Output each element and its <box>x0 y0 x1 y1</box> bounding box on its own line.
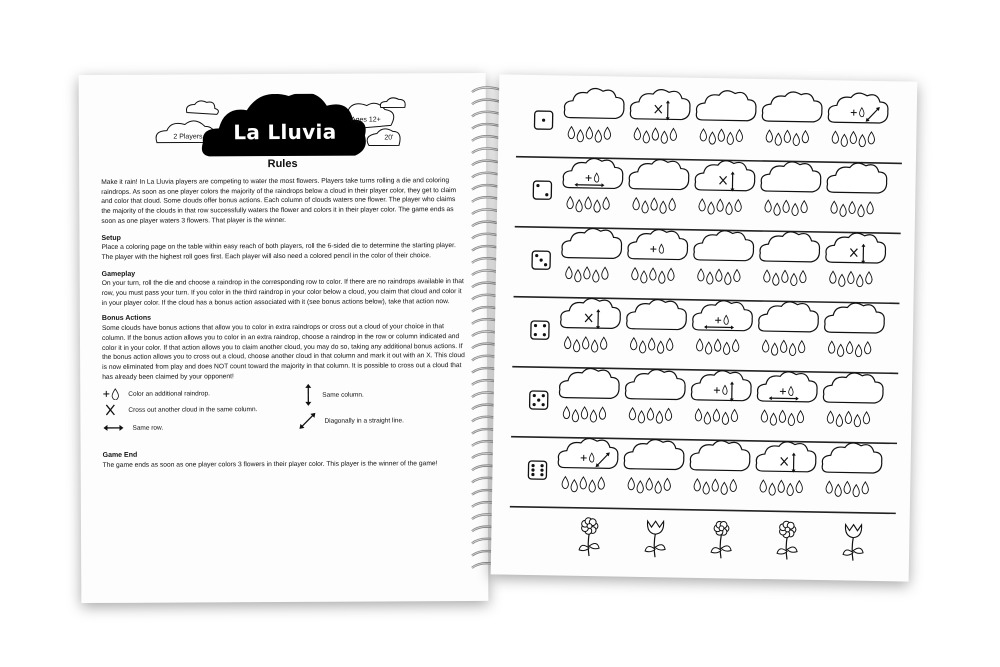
cloud-cell[interactable] <box>559 368 619 423</box>
cloud-shape[interactable] <box>823 373 883 404</box>
cloud-cell[interactable] <box>761 161 821 216</box>
raindrop[interactable] <box>764 270 771 282</box>
horizontal-arrow-icon <box>102 422 124 434</box>
raindrop[interactable] <box>632 268 639 280</box>
raindrop[interactable] <box>567 197 574 209</box>
raindrop[interactable] <box>862 482 869 494</box>
small-cloud-right-top <box>380 98 405 108</box>
gameplay-paragraph: On your turn, roll the die and choose a raindrop in the corresponding row to color. If there are no raindrops available in that row, you must pass your turn. If you color in the third raindrop in your color below a cloud, you claim that cloud and color it in your player color. If the cloud has a bonus action associated with it (see bonus actions below), take that action now. <box>101 278 464 307</box>
raindrop[interactable] <box>699 199 706 211</box>
cloud-shape[interactable] <box>694 230 754 261</box>
raindrop[interactable] <box>762 340 769 352</box>
die-face-1 <box>534 111 552 129</box>
raindrop[interactable] <box>651 198 658 210</box>
cloud-shape[interactable] <box>759 301 819 332</box>
raindrop[interactable] <box>576 200 583 212</box>
cloud-shape[interactable] <box>627 299 687 330</box>
raindrop[interactable] <box>796 481 803 493</box>
raindrop[interactable] <box>769 483 776 495</box>
cloud-shape[interactable] <box>559 368 619 399</box>
cloud-cell[interactable] <box>692 300 752 355</box>
raindrop[interactable] <box>593 270 600 282</box>
raindrop[interactable] <box>581 407 588 419</box>
raindrop[interactable] <box>628 478 635 490</box>
raindrop[interactable] <box>586 127 593 139</box>
raindrop[interactable] <box>664 478 671 490</box>
raindrop[interactable] <box>726 202 733 214</box>
legend-cross-out-text: Cross out another cloud in the same column. <box>128 405 258 414</box>
raindrop[interactable] <box>731 409 738 421</box>
raindrop[interactable] <box>638 411 645 423</box>
cloud-shape[interactable] <box>827 163 887 194</box>
raindrop[interactable] <box>661 131 668 143</box>
die-face-5 <box>530 391 548 409</box>
raindrop[interactable] <box>585 197 592 209</box>
raindrop[interactable] <box>641 271 648 283</box>
raindrop[interactable] <box>629 408 636 420</box>
raindrop[interactable] <box>563 407 570 419</box>
raindrop[interactable] <box>797 411 804 423</box>
gameplay-heading: Gameplay <box>101 270 136 278</box>
raindrop[interactable] <box>770 413 777 425</box>
row-divider <box>512 367 898 374</box>
raindrop[interactable] <box>844 481 851 493</box>
raindrop[interactable] <box>659 271 666 283</box>
raindrop[interactable] <box>656 411 663 423</box>
rules-body <box>101 176 466 477</box>
cross-out-icon <box>102 404 120 416</box>
raindrop[interactable] <box>571 480 578 492</box>
raindrop[interactable] <box>591 340 598 352</box>
raindrop[interactable] <box>727 132 734 144</box>
raindrop[interactable] <box>668 268 675 280</box>
raindrop[interactable] <box>598 477 605 489</box>
raindrop[interactable] <box>669 198 676 210</box>
raindrop[interactable] <box>599 407 606 419</box>
raindrop[interactable] <box>831 201 838 213</box>
cloud-shape[interactable] <box>761 161 821 192</box>
cloud-cell[interactable] <box>824 303 884 358</box>
cloud-cell[interactable] <box>561 228 621 283</box>
cloud-shape[interactable] <box>562 228 622 259</box>
rules-heading: Rules <box>267 157 298 171</box>
raindrop[interactable] <box>789 343 796 355</box>
raindrop[interactable] <box>760 480 767 492</box>
cloud-cell[interactable] <box>560 298 620 353</box>
legend-add-raindrop <box>102 388 210 401</box>
raindrop[interactable] <box>637 481 644 493</box>
row-divider <box>515 227 901 234</box>
raindrop[interactable] <box>864 342 871 354</box>
cloud-shape[interactable] <box>826 233 886 264</box>
raindrop[interactable] <box>735 200 742 212</box>
cloud-cell[interactable] <box>759 231 819 286</box>
raindrop[interactable] <box>707 272 714 284</box>
raindrop[interactable] <box>857 275 864 287</box>
raindrop[interactable] <box>736 130 743 142</box>
raindrop[interactable] <box>779 410 786 422</box>
cloud-shape[interactable] <box>757 371 817 402</box>
raindrop[interactable] <box>695 409 702 421</box>
raindrop[interactable] <box>855 345 862 357</box>
raindrop[interactable] <box>722 412 729 424</box>
ages-label: Ages 12+ <box>350 116 381 124</box>
raindrop[interactable] <box>604 127 611 139</box>
raindrop[interactable] <box>703 482 710 494</box>
diagonal-arrow-icon <box>298 412 316 430</box>
raindrop[interactable] <box>660 201 667 213</box>
raindrop[interactable] <box>603 197 610 209</box>
raindrop[interactable] <box>650 268 657 280</box>
raindrop[interactable] <box>633 198 640 210</box>
cloud-shape[interactable] <box>756 441 816 472</box>
cloud-cell[interactable] <box>690 440 750 495</box>
setup-heading: Setup <box>101 234 121 242</box>
legend-cross-out <box>102 403 257 416</box>
game-end-paragraph: The game ends as soon as one player colors 3 flowers in their player color. This player is the winner of the game! <box>102 460 438 470</box>
cloud-cell[interactable] <box>823 373 883 428</box>
flower-bushy-flower-icon[interactable] <box>777 521 798 560</box>
raindrop[interactable] <box>782 270 789 282</box>
raindrop[interactable] <box>643 131 650 143</box>
raindrop[interactable] <box>713 409 720 421</box>
raindrop[interactable] <box>642 201 649 213</box>
raindrop[interactable] <box>716 269 723 281</box>
raindrop[interactable] <box>721 482 728 494</box>
raindrop[interactable] <box>841 134 848 146</box>
cloud-cell[interactable] <box>630 89 690 144</box>
die-face-3 <box>532 251 550 269</box>
raindrop[interactable] <box>840 204 847 216</box>
flower-simple-flower-icon[interactable] <box>711 521 732 558</box>
raindrop[interactable] <box>830 271 837 283</box>
raindrop[interactable] <box>780 340 787 352</box>
raindrop[interactable] <box>859 135 866 147</box>
raindrop[interactable] <box>600 337 607 349</box>
setup-paragraph: Place a coloring page on the table within easy reach of both players, roll the 6-sided die to determine the starting player. The player with the highest roll goes first. Each player will also need a colored pencil in the color of their choice. <box>101 242 456 261</box>
raindrop[interactable] <box>708 202 715 214</box>
cloud-shape[interactable] <box>628 229 688 260</box>
intro-paragraph: Make it rain! In La Lluvia players are competing to water the most flowers. Players take turns rolling a die and coloring raindrops. As soon as one player colors the majority of the raindrops below a cloud in their player color, they get to claim and color that cloud. Some clouds offer bonus actions. Each column of clouds waters one flower. The player who claims the majority of the clouds in that row successfully waters the flower and colors it in their player color. The game ends as soon as one player waters 3 flowers. That player is the winner. <box>101 177 457 225</box>
cloud-cell[interactable] <box>625 369 685 424</box>
row-divider <box>514 297 900 304</box>
raindrop[interactable] <box>837 344 844 356</box>
raindrop[interactable] <box>670 128 677 140</box>
flower-tulip-icon[interactable] <box>645 521 666 557</box>
raindrop[interactable] <box>848 272 855 284</box>
raindrop[interactable] <box>845 411 852 423</box>
cloud-cell[interactable] <box>762 91 822 146</box>
raindrop[interactable] <box>866 272 873 284</box>
raindrop[interactable] <box>700 129 707 141</box>
raindrop[interactable] <box>802 131 809 143</box>
raindrop[interactable] <box>717 199 724 211</box>
row-top-edge <box>517 87 903 94</box>
raindrop[interactable] <box>868 132 875 144</box>
raindrop[interactable] <box>657 341 664 353</box>
raindrop[interactable] <box>791 274 798 286</box>
raindrop[interactable] <box>577 130 584 142</box>
small-cloud-left-top <box>186 101 218 115</box>
vertical-arrow-icon <box>302 383 314 407</box>
rules-page <box>79 73 489 603</box>
game-board-page <box>491 74 918 581</box>
raindrop[interactable] <box>655 481 662 493</box>
cloud-shape[interactable] <box>624 439 684 470</box>
raindrop[interactable] <box>723 342 730 354</box>
raindrop[interactable] <box>696 339 703 351</box>
raindrop[interactable] <box>572 410 579 422</box>
game-end-heading: Game End <box>102 452 138 460</box>
cloud-cell[interactable] <box>827 163 887 218</box>
cloud-cell[interactable] <box>563 158 623 213</box>
raindrop[interactable] <box>648 338 655 350</box>
raindrop[interactable] <box>778 480 785 492</box>
raindrop[interactable] <box>564 337 571 349</box>
cloud-shape[interactable] <box>630 89 690 120</box>
raindrop[interactable] <box>863 412 870 424</box>
raindrop[interactable] <box>718 129 725 141</box>
raindrop[interactable] <box>850 132 857 144</box>
raindrop[interactable] <box>730 479 737 491</box>
legend-same-row-text: Same row. <box>132 424 164 432</box>
cloud-shape[interactable] <box>625 369 685 400</box>
raindrop[interactable] <box>832 131 839 143</box>
raindrop[interactable] <box>801 201 808 213</box>
raindrop[interactable] <box>836 414 843 426</box>
legend-same-column <box>302 383 364 407</box>
raindrop[interactable] <box>849 202 856 214</box>
cloud-shape[interactable] <box>629 159 689 190</box>
raindrop[interactable] <box>634 128 641 140</box>
die-face-6 <box>528 461 546 479</box>
raindrop[interactable] <box>639 341 646 353</box>
raindrop[interactable] <box>602 267 609 279</box>
raindrop[interactable] <box>792 204 799 216</box>
raindrop[interactable] <box>630 338 637 350</box>
raindrop[interactable] <box>800 271 807 283</box>
legend-diagonal <box>298 412 404 431</box>
players-label: 2 Players <box>173 133 203 141</box>
raindrop[interactable] <box>798 341 805 353</box>
raindrop[interactable] <box>714 339 721 351</box>
raindrop[interactable] <box>784 130 791 142</box>
raindrop[interactable] <box>584 267 591 279</box>
raindrop[interactable] <box>774 203 781 215</box>
raindrop[interactable] <box>867 202 874 214</box>
raindrop[interactable] <box>666 338 673 350</box>
raindrop[interactable] <box>788 413 795 425</box>
raindrop[interactable] <box>705 342 712 354</box>
raindrop[interactable] <box>647 408 654 420</box>
flower-daisy-icon[interactable] <box>579 518 600 557</box>
raindrop[interactable] <box>573 340 580 352</box>
cloud-cell[interactable] <box>825 233 885 288</box>
cloud-shape[interactable] <box>563 158 623 189</box>
cloud-cell[interactable] <box>624 439 684 494</box>
cloud-shape[interactable] <box>693 300 753 331</box>
row-divider <box>516 157 902 164</box>
raindrop[interactable] <box>562 477 569 489</box>
raindrop[interactable] <box>835 484 842 496</box>
legend-same-row <box>102 422 163 434</box>
raindrop[interactable] <box>828 341 835 353</box>
raindrop[interactable] <box>580 477 587 489</box>
cloud-cell[interactable] <box>627 229 687 284</box>
raindrop[interactable] <box>590 410 597 422</box>
raindrop[interactable] <box>698 269 705 281</box>
raindrop[interactable] <box>787 483 794 495</box>
cloud-cell[interactable] <box>693 230 753 285</box>
cloud-cell[interactable] <box>757 371 817 426</box>
raindrop[interactable] <box>793 134 800 146</box>
cloud-cell[interactable] <box>758 301 818 356</box>
raindrop[interactable] <box>858 205 865 217</box>
cloud-cell[interactable] <box>828 93 888 148</box>
raindrop[interactable] <box>665 408 672 420</box>
flower-crocus-icon[interactable] <box>843 524 864 560</box>
raindrop[interactable] <box>846 341 853 353</box>
legend-diagonal-text: Diagonally in a straight line. <box>324 416 404 425</box>
raindrop[interactable] <box>827 411 834 423</box>
raindrop[interactable] <box>646 478 653 490</box>
legend-same-column-text: Same column. <box>322 391 364 399</box>
cloud-cell[interactable] <box>629 159 689 214</box>
raindrop[interactable] <box>766 130 773 142</box>
raindrop[interactable] <box>771 343 778 355</box>
raindrop[interactable] <box>595 130 602 142</box>
raindrop[interactable] <box>761 410 768 422</box>
raindrop[interactable] <box>765 200 772 212</box>
bonus-actions-heading: Bonus Actions <box>101 315 152 323</box>
cloud-cell[interactable] <box>626 299 686 354</box>
raindrop[interactable] <box>826 481 833 493</box>
bonus-legend <box>102 386 465 444</box>
cloud-shape[interactable] <box>696 90 756 121</box>
raindrop[interactable] <box>566 267 573 279</box>
raindrop[interactable] <box>652 128 659 140</box>
raindrop[interactable] <box>732 340 739 352</box>
raindrop[interactable] <box>775 133 782 145</box>
cloud-shape[interactable] <box>690 440 750 471</box>
raindrop[interactable] <box>734 270 741 282</box>
row-divider <box>510 507 896 514</box>
raindrop[interactable] <box>725 272 732 284</box>
raindrop[interactable] <box>709 132 716 144</box>
raindrop[interactable] <box>704 412 711 424</box>
raindrop[interactable] <box>853 485 860 497</box>
game-board <box>491 74 918 581</box>
raindrop[interactable] <box>582 337 589 349</box>
raindrop[interactable] <box>694 479 701 491</box>
legend-add-raindrop-text: Color an additional raindrop. <box>128 389 210 398</box>
cloud-cell[interactable] <box>695 160 755 215</box>
cloud-cell[interactable] <box>691 370 751 425</box>
time-label: 20' <box>384 134 394 142</box>
cloud-shape[interactable] <box>695 160 755 191</box>
cloud-cell[interactable] <box>564 88 624 143</box>
bonus-actions-paragraph: Some clouds have bonus actions that allow you to color in extra raindrops or cross out a cloud of your choice in that column. If the bonus action allows you to color in an extra raindrop, choose a raindrop in the row or column indicated and color it in your color. If that action allows you to claim another cloud, you may do so, taking any additional bonus actions. If the bonus action allows you to cross out a cloud, choose another cloud in that column and mark it out with an X. This cloud is now eliminated from play and does NOT count toward the majority in that column. It is possible to cross out a cloud that has already been claimed by your opponent! <box>101 323 465 381</box>
cloud-shape[interactable] <box>564 88 624 119</box>
raindrop[interactable] <box>854 415 861 427</box>
cloud-shape[interactable] <box>822 443 882 474</box>
raindrop[interactable] <box>773 273 780 285</box>
cloud-cell[interactable] <box>822 443 882 498</box>
raindrop[interactable] <box>594 200 601 212</box>
raindrop[interactable] <box>839 274 846 286</box>
cloud-cell[interactable] <box>756 441 816 496</box>
raindrop[interactable] <box>712 479 719 491</box>
raindrop[interactable] <box>783 200 790 212</box>
cloud-shape[interactable] <box>691 370 751 401</box>
die-face-4 <box>531 321 549 339</box>
cloud-cell[interactable] <box>696 90 756 145</box>
cloud-shape[interactable] <box>762 91 822 122</box>
title-header <box>79 93 486 157</box>
cloud-shape[interactable] <box>760 231 820 262</box>
raindrop[interactable] <box>568 127 575 139</box>
raindrop[interactable] <box>575 270 582 282</box>
row-divider <box>511 437 897 444</box>
cloud-cell[interactable] <box>558 438 618 493</box>
plus-raindrop-icon <box>102 388 120 400</box>
raindrop[interactable] <box>589 480 596 492</box>
game-title: La Lluvia <box>233 119 337 145</box>
cloud-shape[interactable] <box>825 303 885 334</box>
cloud-shape[interactable] <box>561 298 621 329</box>
die-face-2 <box>533 181 551 199</box>
